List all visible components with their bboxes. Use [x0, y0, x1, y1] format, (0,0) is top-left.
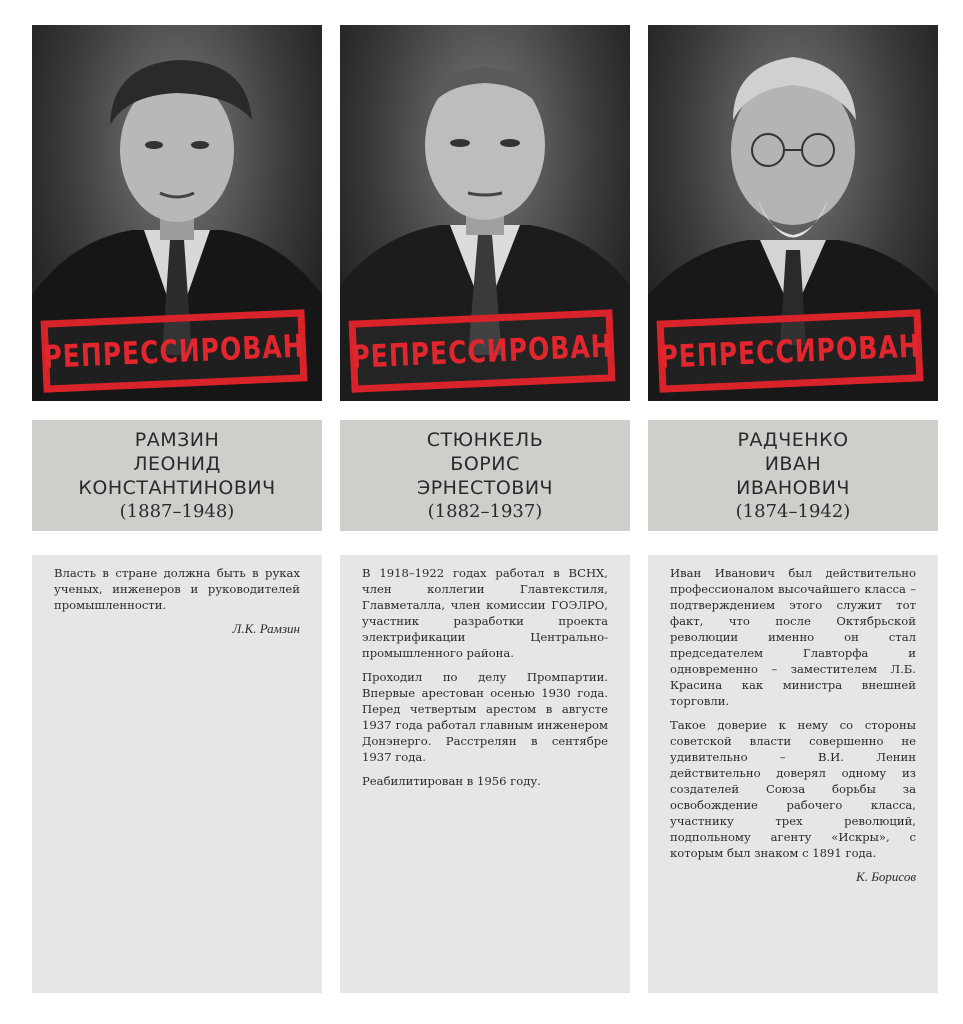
paragraph: Власть в стране должна быть в руках ученых, инженеров и руководителей промышленности. — [54, 566, 300, 612]
paragraph: Проходил по делу Промпартии. Впервые арестован осенью 1930 года. Перед четвертым арестом в августе 1937 года работал главным инженером Донэнерго. Расстрелян в сентябре 1937 года. — [362, 670, 608, 764]
stamp-label: РЕПРЕССИРОВАН — [350, 327, 614, 375]
name-plate — [648, 420, 938, 531]
surname: РАМЗИН — [134, 428, 220, 451]
patronymic: ИВАНОВИЧ — [736, 476, 850, 499]
surname: СТЮНКЕЛЬ — [426, 428, 544, 451]
paragraph: Такое доверие к нему со стороны советской власти совершенно не удивительно – В.И. Ленин действительно доверял одному из создателей Союза борьбы за освобождение рабочего класса, участнику трех революций, подпольному агенту «Искры», с которым был знаком с 1891 года. — [670, 718, 916, 860]
biography-text — [648, 555, 938, 993]
name-plate — [32, 420, 322, 531]
repressed-stamp — [657, 309, 924, 392]
life-years: (1887–1948) — [119, 500, 235, 522]
portrait-photo — [340, 25, 630, 401]
biography-text — [340, 555, 630, 993]
patronymic: ЭРНЕСТОВИЧ — [416, 476, 554, 499]
paragraph: Реабилитирован в 1956 году. — [362, 774, 541, 788]
surname: РАДЧЕНКО — [737, 428, 849, 451]
first-name: БОРИС — [450, 452, 520, 475]
repressed-stamp — [349, 309, 616, 392]
life-years: (1874–1942) — [735, 500, 851, 522]
stamp-label: РЕПРЕССИРОВАН — [42, 327, 306, 375]
paragraph: В 1918–1922 годах работал в ВСНХ, член коллегии Главтекстиля, Главметалла, член комиссии ГОЭЛРО, участник разработки проекта электрификации Центрально-промышленного района. — [362, 566, 608, 660]
paragraph: Иван Иванович был действительно профессионалом высочайшего класса – подтверждением этого служит тот факт, что после Октябрьской революции именно он стал председателем Главторфа и одновременно – заместителем Л.Б. Красина как министра внешней торговли. — [670, 566, 916, 708]
patronymic: КОНСТАНТИНОВИЧ — [78, 476, 276, 499]
portrait-photo — [648, 25, 938, 401]
life-years: (1882–1937) — [427, 500, 543, 522]
signature: К. Борисов — [856, 869, 916, 884]
first-name: ИВАН — [764, 452, 822, 475]
first-name: ЛЕОНИД — [133, 452, 221, 475]
stamp-label: РЕПРЕССИРОВАН — [658, 327, 922, 375]
biography-text — [32, 555, 322, 993]
name-plate — [340, 420, 630, 531]
repressed-stamp — [41, 309, 308, 392]
portrait-photo — [32, 25, 322, 401]
signature: Л.К. Рамзин — [232, 621, 300, 636]
